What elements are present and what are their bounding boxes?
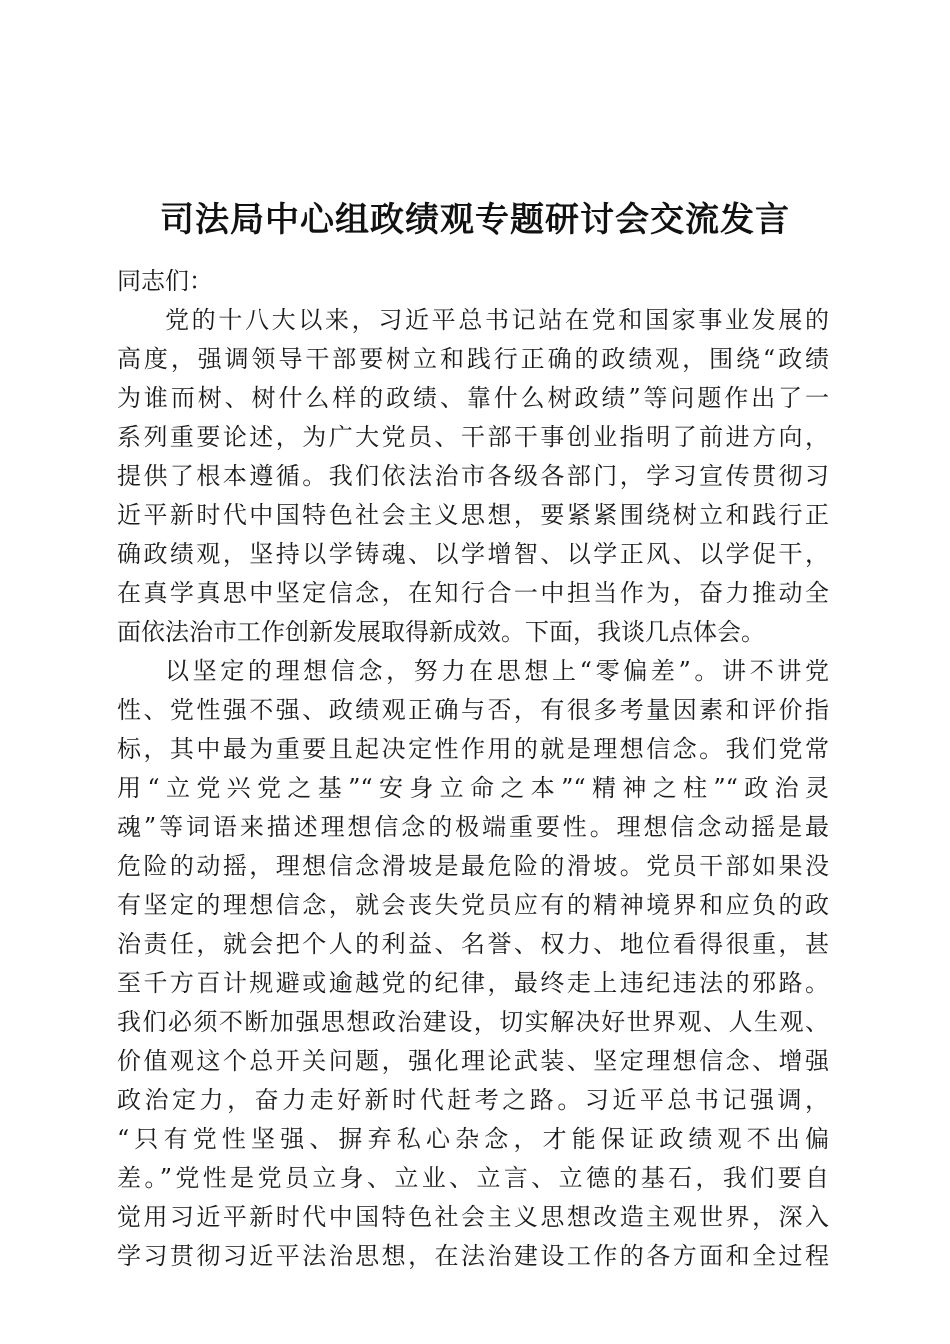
paragraph-line: “只有党性坚强、摒弃私心杂念，才能保证政绩观不出偏 [117,1125,829,1153]
paragraph-line: 为谁而树、树什么样的政绩、靠什么树政绩”等问题作出了一 [117,384,829,412]
paragraph-line: 政治定力，奋力走好新时代赶考之路。习近平总书记强调， [117,1086,829,1114]
paragraph-line: 至千方百计规避或逾越党的纪律，最终走上违纪违法的邪路。 [117,969,829,997]
paragraph-line: 确政绩观，坚持以学铸魂、以学增智、以学正风、以学促干， [117,540,829,568]
paragraph-line: 党的十八大以来，习近平总书记站在党和国家事业发展的 [165,306,829,334]
paragraph-line: 差。”党性是党员立身、立业、立言、立德的基石，我们要自 [117,1164,829,1192]
paragraph-line: 治责任，就会把个人的利益、名誉、权力、地位看得很重，甚 [117,930,829,958]
paragraph-line: 价值观这个总开关问题，强化理论武装、坚定理想信念、增强 [117,1047,829,1075]
salutation: 同志们： [117,267,213,295]
paragraph-line: 我们必须不断加强思想政治建设，切实解决好世界观、人生观、 [117,1008,829,1036]
paragraph-line: 标，其中最为重要且起决定性作用的就是理想信念。我们党常 [117,735,829,763]
paragraph-line: 学习贯彻习近平法治思想，在法治建设工作的各方面和全过程 [117,1242,829,1270]
document-title: 司法局中心组政绩观专题研讨会交流发言 [160,200,790,240]
paragraph-line: 危险的动摇，理想信念滑坡是最危险的滑坡。党员干部如果没 [117,852,829,880]
document-body [117,262,829,1276]
paragraph-line: 高度，强调领导干部要树立和践行正确的政绩观，围绕“政绩 [117,345,829,373]
paragraph-line: 提供了根本遵循。我们依法治市各级各部门，学习宣传贯彻习 [117,462,829,490]
paragraph-line: 有坚定的理想信念，就会丧失党员应有的精神境界和应负的政 [117,891,829,919]
paragraph-line: 觉用习近平新时代中国特色社会主义思想改造主观世界，深入 [117,1203,829,1231]
paragraph-line: 魂”等词语来描述理想信念的极端重要性。理想信念动摇是最 [117,813,829,841]
paragraph-line: 系列重要论述，为广大党员、干部干事创业指明了前进方向， [117,423,829,451]
paragraph-line: 面依法治市工作创新发展取得新成效。下面，我谈几点体会。 [117,618,765,646]
paragraph-1 [117,301,829,652]
paragraph-2 [117,652,829,1276]
paragraph-line: 在真学真思中坚定信念，在知行合一中担当作为，奋力推动全 [117,579,829,607]
paragraph-line: 以坚定的理想信念，努力在思想上“零偏差”。讲不讲党 [165,657,829,685]
paragraph-line: 用“立党兴党之基”“安身立命之本”“精神之柱”“政治灵 [117,774,829,802]
paragraph-line: 近平新时代中国特色社会主义思想，要紧紧围绕树立和践行正 [117,501,829,529]
paragraph-line: 性、党性强不强、政绩观正确与否，有很多考量因素和评价指 [117,696,829,724]
